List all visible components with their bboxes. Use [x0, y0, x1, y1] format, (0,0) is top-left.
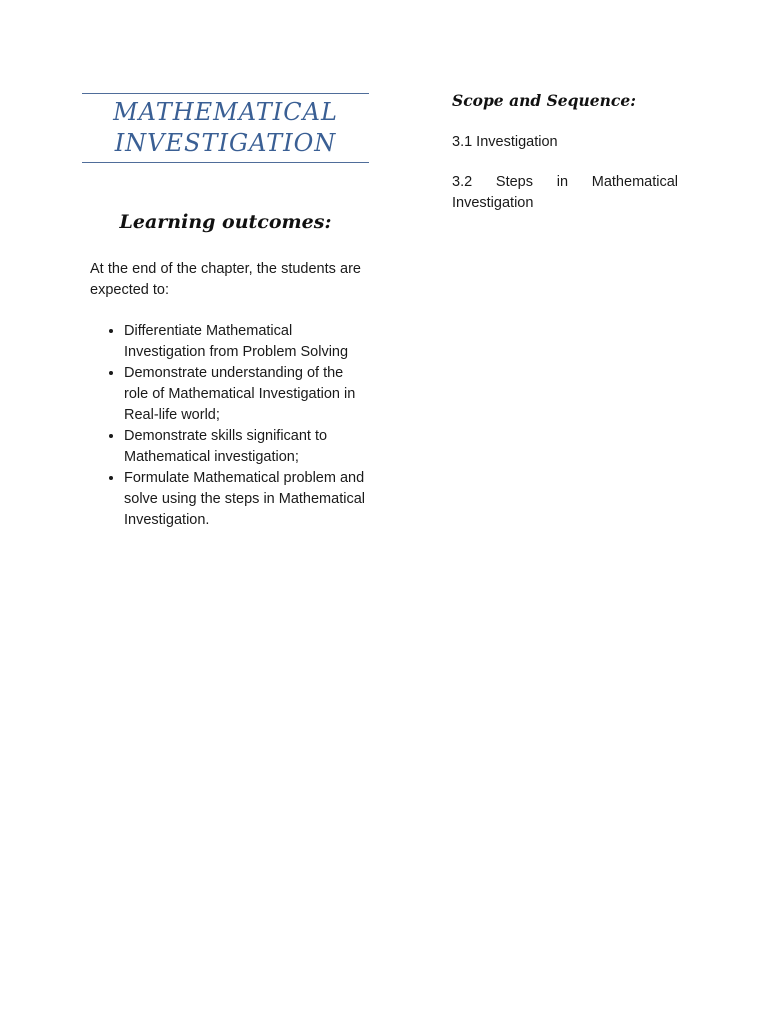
list-item: • Demonstrate understanding of the role of Mathematical Investigation in Real-life world;: [124, 363, 369, 426]
list-item: • Demonstrate skills significant to Mathematical investigation;: [124, 426, 369, 468]
title-line-2: INVESTIGATION: [114, 129, 337, 157]
learning-outcomes-heading: Learning outcomes:: [119, 211, 332, 233]
list-item: • Differentiate Mathematical Investigation from Problem Solving: [124, 321, 369, 363]
left-column: [82, 93, 369, 531]
right-column: [452, 91, 678, 214]
list-item: • Formulate Mathematical problem and solve using the steps in Mathematical Investigation.: [124, 468, 369, 531]
learning-outcomes-list: [82, 321, 369, 531]
scope-item: 3.2 Steps in Mathematical Investigation: [452, 174, 678, 211]
scope-item: 3.1 Investigation: [452, 134, 558, 150]
title-line-1: MATHEMATICAL: [113, 98, 338, 126]
scope-heading: Scope and Sequence:: [452, 91, 636, 110]
document-title: [82, 93, 369, 163]
learning-intro: At the end of the chapter, the students are expected to:: [90, 261, 361, 298]
